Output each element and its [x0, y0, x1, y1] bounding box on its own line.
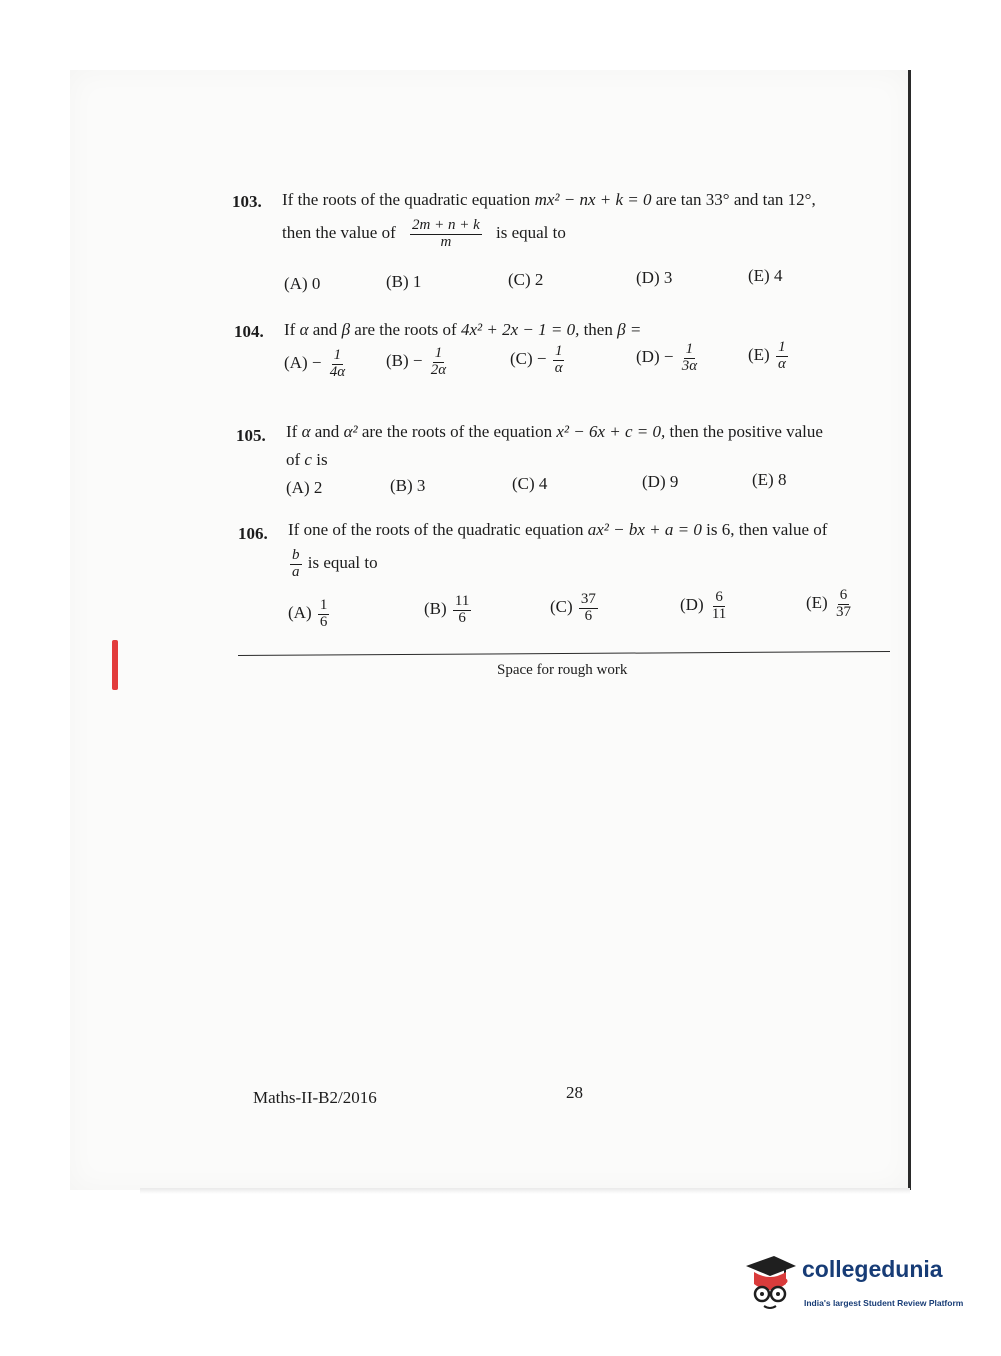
numerator: 2m + n + k	[412, 217, 480, 233]
option-label: (A)	[284, 353, 308, 373]
sign: −	[412, 351, 423, 371]
question-text	[284, 320, 641, 340]
numerator: 1	[319, 597, 328, 613]
fraction	[328, 348, 347, 381]
option-e	[806, 588, 855, 621]
question-text	[288, 520, 827, 540]
option-b	[424, 594, 473, 627]
symbol: β =	[617, 320, 642, 339]
sign: −	[536, 349, 547, 369]
symbol: α	[299, 320, 309, 339]
numerator: 37	[580, 591, 596, 607]
text: then the positive value	[669, 422, 823, 441]
option-c	[510, 344, 567, 377]
brand-logo	[740, 1250, 980, 1320]
question-number: 103.	[232, 192, 262, 211]
option-label: (E)	[806, 593, 828, 613]
symbol: c	[304, 450, 312, 469]
fraction	[834, 588, 853, 621]
numerator: 1	[333, 347, 342, 363]
fraction	[579, 592, 598, 625]
red-margin-mark	[112, 640, 118, 690]
symbol: α	[301, 422, 311, 441]
fraction	[429, 346, 448, 379]
denominator: a	[292, 563, 300, 580]
option-c: (C) 4	[512, 474, 548, 493]
denominator: 37	[835, 603, 851, 620]
question-text-line2	[282, 218, 566, 251]
denominator: α	[554, 359, 563, 376]
option-d	[680, 590, 730, 623]
option-label: (D)	[636, 347, 660, 367]
text: If	[286, 422, 298, 441]
denominator: α	[777, 355, 786, 372]
numerator: 1	[554, 343, 563, 359]
brand-tagline: India's largest Student Review Platform	[804, 1298, 964, 1308]
rough-work-label: Space for rough work	[497, 662, 628, 678]
option-e	[748, 340, 790, 373]
option-label: (D)	[680, 595, 704, 615]
text: of	[286, 450, 301, 469]
brand-name: collegedunia	[802, 1256, 943, 1282]
text: are the roots of the equation	[361, 422, 553, 441]
graduate-cap-face-icon	[740, 1250, 800, 1314]
text: and	[312, 320, 338, 339]
denominator: 11	[711, 605, 727, 622]
option-label: (C)	[510, 349, 533, 369]
numerator: 1	[778, 339, 786, 355]
numerator: 1	[685, 341, 694, 357]
numerator: 6	[839, 587, 848, 603]
fraction	[453, 594, 471, 627]
question-number: 105.	[236, 426, 266, 445]
text: then	[583, 320, 613, 339]
denominator: 2α	[430, 361, 447, 378]
fraction	[318, 598, 330, 631]
question-text-line2	[288, 548, 378, 581]
question-text-line2	[286, 450, 328, 470]
numerator: b	[292, 547, 300, 563]
text: If one of the roots of the quadratic equation	[288, 520, 584, 539]
text: is 6, then value of	[706, 520, 828, 539]
denominator: 6	[584, 607, 593, 624]
option-a: (A) 0	[284, 274, 321, 293]
text: If the roots of the quadratic equation	[282, 190, 531, 209]
denominator: 3α	[681, 357, 698, 374]
denominator: 6	[319, 613, 328, 630]
question-number: 106.	[238, 524, 268, 543]
option-a: (A) 2	[286, 478, 323, 497]
option-b	[386, 346, 450, 379]
equation: mx² − nx + k = 0	[534, 190, 652, 209]
option-b: (B) 3	[390, 476, 426, 495]
fraction	[410, 218, 482, 251]
equation: 4x² + 2x − 1 = 0,	[460, 320, 580, 339]
option-c	[550, 592, 600, 625]
question-number: 104.	[234, 322, 264, 341]
text: is	[316, 450, 328, 469]
sign: −	[663, 347, 674, 367]
page-edge	[140, 1188, 910, 1194]
fraction	[553, 344, 565, 377]
numerator: 1	[434, 345, 443, 361]
text: and	[314, 422, 340, 441]
angle: tan 12°,	[762, 190, 816, 209]
text: is equal to	[307, 553, 378, 573]
fraction	[290, 548, 302, 581]
text: If	[284, 320, 296, 339]
option-b: (B) 1	[386, 272, 422, 291]
question-106	[238, 508, 898, 638]
sign: −	[311, 353, 322, 373]
text: then the value of	[282, 223, 396, 243]
fraction	[776, 340, 788, 373]
option-d	[636, 342, 701, 375]
option-e: (E) 4	[748, 266, 783, 285]
symbol: β	[341, 320, 351, 339]
equation: ax² − bx + a = 0	[587, 520, 702, 539]
equation: x² − 6x + c = 0,	[556, 422, 666, 441]
numerator: 6	[715, 589, 723, 605]
question-103	[232, 180, 892, 293]
text: are	[655, 190, 677, 209]
fraction	[680, 342, 699, 375]
question-104	[234, 312, 894, 402]
text: and	[733, 190, 759, 209]
option-d: (D) 9	[642, 472, 679, 491]
denominator: m	[440, 233, 452, 250]
text: is equal to	[496, 223, 566, 243]
page-number: 28	[566, 1083, 583, 1102]
question-105	[236, 410, 896, 500]
option-label: (B)	[424, 599, 447, 619]
numerator: 11	[454, 593, 470, 609]
option-label: (E)	[748, 345, 770, 365]
option-c: (C) 2	[508, 270, 544, 289]
option-a	[288, 598, 331, 631]
denominator: 4α	[329, 363, 346, 380]
option-d: (D) 3	[636, 268, 673, 287]
option-label: (B)	[386, 351, 409, 371]
denominator: 6	[458, 609, 466, 626]
option-a	[284, 348, 349, 381]
paper-code: Maths-II-B2/2016	[253, 1088, 377, 1107]
fraction	[710, 590, 728, 623]
option-label: (A)	[288, 603, 312, 623]
option-e: (E) 8	[752, 470, 787, 489]
symbol: α²	[343, 422, 358, 441]
angle: tan 33°	[680, 190, 730, 209]
question-text	[286, 422, 823, 442]
text: are the roots of	[354, 320, 457, 339]
question-text	[282, 190, 816, 210]
option-label: (C)	[550, 597, 573, 617]
